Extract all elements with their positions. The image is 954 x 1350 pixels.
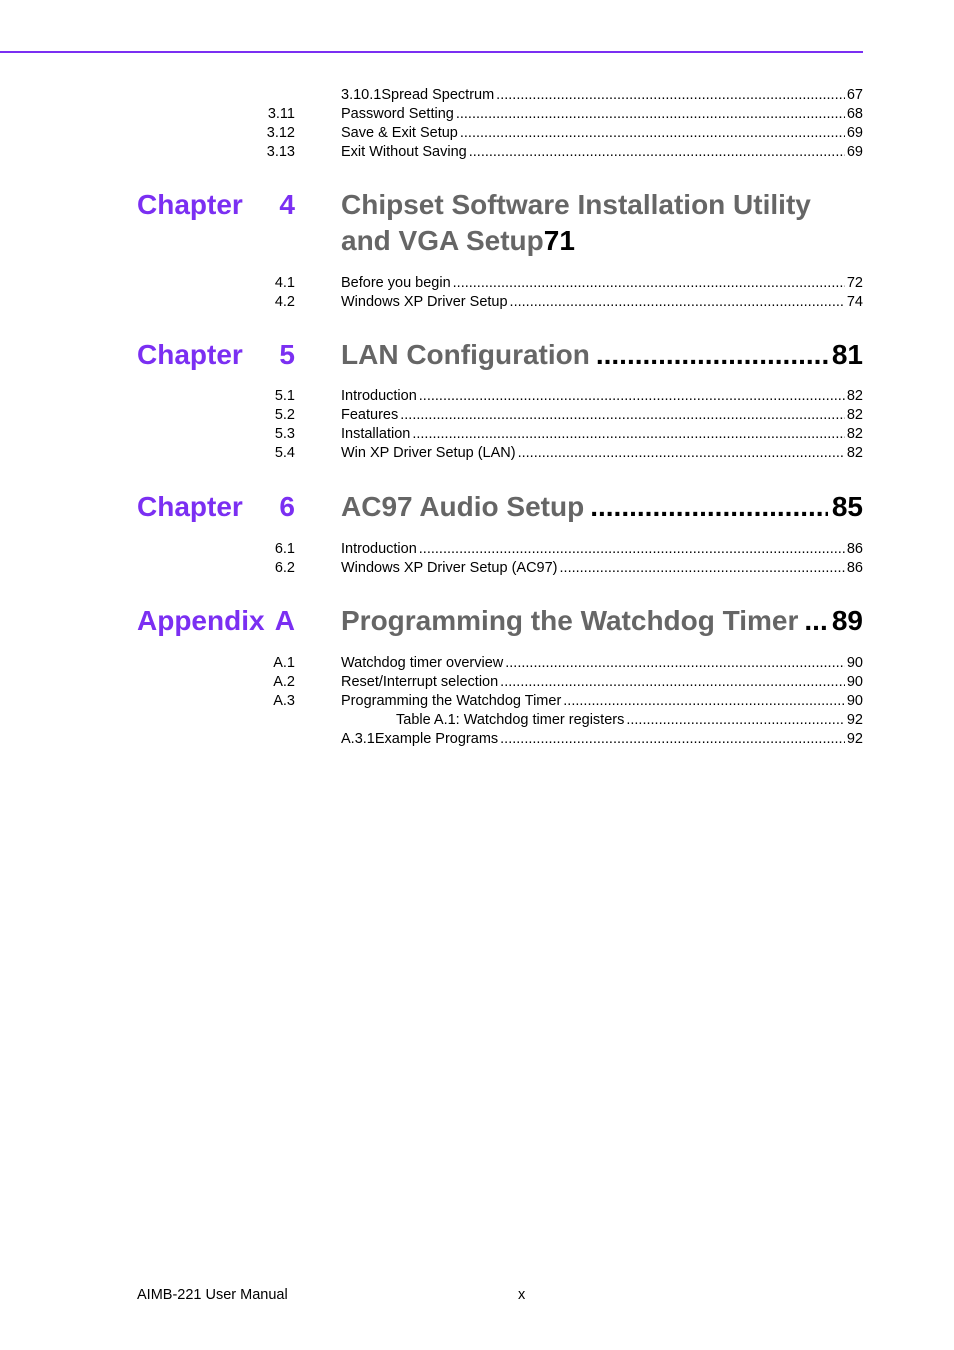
entry-page: 69: [846, 144, 863, 160]
dot-leader: [400, 406, 845, 425]
entry-subnumber: A.3.1: [341, 731, 375, 747]
entry-page: 82: [846, 426, 863, 442]
entry-page: 68: [846, 106, 863, 122]
chapter-word: Chapter: [137, 491, 243, 522]
entry-title: Reset/Interrupt selection: [341, 674, 499, 690]
toc-entry-3-11[interactable]: [0, 105, 954, 124]
entry-title: Save & Exit Setup: [341, 125, 458, 141]
entry-page: 86: [846, 560, 863, 576]
entry-title: Windows XP Driver Setup: [341, 294, 508, 310]
entry-page: 90: [846, 693, 863, 709]
chapter-page: 81: [831, 339, 863, 370]
chapter-title-text: AC97 Audio Setup: [341, 491, 585, 522]
entry-number: A.2: [273, 674, 295, 690]
dot-leader: [563, 692, 845, 711]
entry-title: Before you begin: [341, 275, 451, 291]
chapter-page: 71: [543, 225, 575, 256]
dot-leader: [596, 337, 828, 373]
chapter-title-text: Programming the Watchdog Timer: [341, 605, 799, 636]
toc-entry-5-3[interactable]: [0, 425, 954, 444]
toc-entry-6-1[interactable]: [0, 540, 954, 559]
entry-page: 82: [846, 445, 863, 461]
entry-number: A.3: [273, 693, 295, 709]
entry-page: 82: [846, 407, 863, 423]
toc-entry-a-2[interactable]: [0, 673, 954, 692]
entry-number: 6.1: [274, 541, 295, 557]
chapter-title: [341, 489, 863, 525]
chapter-label: [137, 187, 295, 223]
toc-entry-3-12[interactable]: [0, 124, 954, 143]
entry-title: Windows XP Driver Setup (AC97): [341, 560, 558, 576]
dot-leader: [496, 86, 845, 105]
chapter-word: Chapter: [137, 189, 243, 220]
entry-page: 72: [846, 275, 863, 291]
dot-leader: [412, 425, 845, 444]
entry-page: 90: [846, 655, 863, 671]
dot-leader: [500, 730, 845, 749]
dot-leader: [560, 559, 845, 578]
entry-number: 5.4: [274, 445, 295, 461]
toc-entry-4-2[interactable]: [0, 293, 954, 312]
chapter-number: 6: [279, 491, 295, 522]
entry-number: 3.12: [266, 125, 295, 141]
entry-title: Spread Spectrum: [381, 87, 495, 103]
entry-number: 5.3: [274, 426, 295, 442]
toc-entry-a-3[interactable]: [0, 692, 954, 711]
dot-leader: [626, 711, 845, 730]
entry-page: 74: [846, 294, 863, 310]
dot-leader: [456, 105, 845, 124]
dot-leader: [505, 654, 845, 673]
entry-number: 6.2: [274, 560, 295, 576]
toc-entry-table-a-1[interactable]: [0, 711, 954, 730]
entry-title: Programming the Watchdog Timer: [341, 693, 562, 709]
chapter-label: [137, 603, 295, 639]
toc-entry-a-1[interactable]: [0, 654, 954, 673]
dot-leader: [590, 489, 828, 525]
entry-number: 4.2: [274, 294, 295, 310]
dot-leader: [460, 124, 845, 143]
entry-title: Table A.1: Watchdog timer registers: [396, 712, 625, 728]
chapter-label: [137, 337, 295, 373]
entry-title: Introduction: [341, 388, 417, 404]
entry-title: Features: [341, 407, 399, 423]
dot-leader: [453, 274, 845, 293]
chapter-title: [341, 187, 863, 259]
entry-page: 82: [846, 388, 863, 404]
footer-manual-title: AIMB-221 User Manual: [137, 1287, 288, 1303]
entry-title: Installation: [341, 426, 411, 442]
header-rule: [0, 51, 863, 53]
entry-title: Introduction: [341, 541, 417, 557]
dot-leader: [469, 143, 845, 162]
chapter-number: 5: [279, 339, 295, 370]
toc-entry-3-10-1[interactable]: [0, 86, 954, 105]
entry-title: Win XP Driver Setup (LAN): [341, 445, 516, 461]
toc-entry-5-4[interactable]: [0, 444, 954, 463]
entry-subnumber: 3.10.1: [341, 87, 382, 103]
chapter-word: Appendix: [137, 605, 265, 636]
chapter-page: 85: [831, 491, 863, 522]
toc-entry-a-3-1[interactable]: [0, 730, 954, 749]
entry-title: Example Programs: [374, 731, 499, 747]
chapter-title-line-1: Chipset Software Installation Utility: [341, 189, 811, 220]
chapter-page: 89: [831, 605, 863, 636]
entry-page: 69: [846, 125, 863, 141]
toc-entry-3-13[interactable]: [0, 143, 954, 162]
entry-number: 4.1: [274, 275, 295, 291]
entry-number: A.1: [273, 655, 295, 671]
entry-page: 86: [846, 541, 863, 557]
entry-title: Watchdog timer overview: [341, 655, 504, 671]
entry-number: 5.1: [274, 388, 295, 404]
entry-number: 3.13: [266, 144, 295, 160]
toc-entry-5-2[interactable]: [0, 406, 954, 425]
dot-leader: [518, 444, 845, 463]
chapter-label: [137, 489, 295, 525]
entry-number: 5.2: [274, 407, 295, 423]
chapter-title: [341, 603, 863, 639]
chapter-title-line-2: and VGA Setup: [341, 225, 544, 256]
chapter-word: Chapter: [137, 339, 243, 370]
toc-entry-6-2[interactable]: [0, 559, 954, 578]
toc-entry-4-1[interactable]: [0, 274, 954, 293]
entry-page: 90: [846, 674, 863, 690]
dot-leader: [500, 673, 845, 692]
entry-title: Exit Without Saving: [341, 144, 467, 160]
toc-entry-5-1[interactable]: [0, 387, 954, 406]
chapter-title-text: LAN Configuration: [341, 339, 590, 370]
chapter-number: A: [274, 605, 295, 636]
entry-page: 67: [846, 87, 863, 103]
chapter-title: [341, 337, 863, 373]
entry-page: 92: [846, 731, 863, 747]
dot-leader: [510, 293, 845, 312]
entry-page: 92: [846, 712, 863, 728]
dot-leader: [419, 540, 845, 559]
chapter-number: 4: [279, 189, 295, 220]
footer-page-number: x: [518, 1287, 526, 1303]
entry-title: Password Setting: [341, 106, 454, 122]
dot-leader: [804, 603, 827, 639]
entry-number: 3.11: [267, 106, 295, 122]
dot-leader: [419, 387, 845, 406]
